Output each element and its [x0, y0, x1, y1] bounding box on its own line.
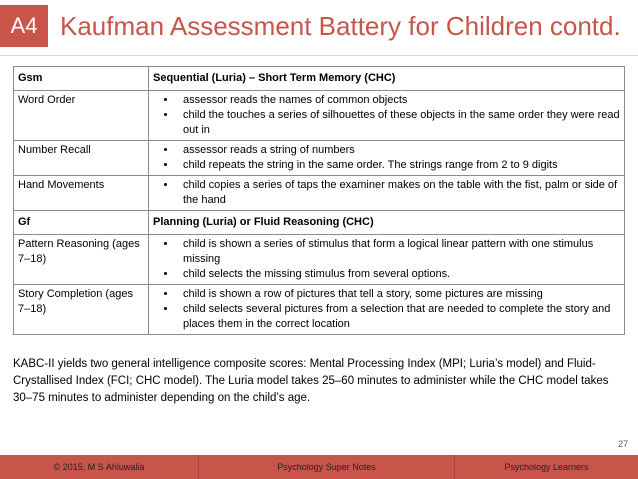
footer-publisher: Psychology Learners: [504, 462, 589, 472]
list-item: • child repeats the string in the same order. The strings range from 2 to 9 digits: [177, 158, 620, 173]
subtest-description: [149, 141, 625, 176]
list-item: • child copies a series of taps the examiner makes on the table with the fist, palm or side of the hand: [177, 178, 620, 208]
list-item: • child the touches a series of silhouettes of these objects in the same order they were read out in: [177, 108, 620, 138]
subtest-description: [149, 285, 625, 335]
summary-paragraph: KABC-II yields two general intelligence composite scores: Mental Processing Index (MPI; Luria’s model) and Fluid-Crystallised Index (FCI; CHC model). The Luria model takes 25–60 minutes to administer while the CHC model takes 30–75 minutes to administer depending on the child’s age.: [13, 358, 609, 404]
list-item: • child selects several pictures from a selection that are needed to complete the story and places them in the correct location: [177, 302, 620, 332]
section-heading-row: [14, 67, 625, 91]
section-title: Sequential (Luria) – Short Term Memory (CHC): [149, 67, 625, 91]
section-code: Gsm: [14, 67, 149, 91]
section-heading-row: [14, 211, 625, 235]
title-divider: [0, 55, 638, 56]
subtest-name: Word Order: [14, 91, 149, 141]
subtest-description: [149, 176, 625, 211]
footer-title: Psychology Super Notes: [277, 462, 376, 472]
list-item: • assessor reads the names of common objects: [177, 93, 620, 108]
section-code: Gf: [14, 211, 149, 235]
slide-code-badge: A4: [0, 5, 48, 47]
subtest-name: Number Recall: [14, 141, 149, 176]
list-item: • child is shown a row of pictures that tell a story, some pictures are missing: [177, 287, 620, 302]
page-number: 27: [617, 439, 628, 449]
subtest-name: Pattern Reasoning (ages 7–18): [14, 235, 149, 285]
subtest-description: [149, 235, 625, 285]
table-row: [14, 235, 625, 285]
footer-bar: [0, 455, 638, 479]
subtest-name: Hand Movements: [14, 176, 149, 211]
page-title: Kaufman Assessment Battery for Children contd.: [60, 11, 621, 41]
table-row: [14, 91, 625, 141]
table-row: [14, 141, 625, 176]
table-row: [14, 176, 625, 211]
subtest-name: Story Completion (ages 7–18): [14, 285, 149, 335]
section-title: Planning (Luria) or Fluid Reasoning (CHC): [149, 211, 625, 235]
subtest-description: [149, 91, 625, 141]
table-row: [14, 285, 625, 335]
list-item: • child selects the missing stimulus from several options.: [177, 267, 620, 282]
subtest-table: [13, 66, 625, 335]
list-item: • child is shown a series of stimulus that form a logical linear pattern with one stimulus missing: [177, 237, 620, 267]
title-bar: [0, 0, 638, 52]
footer-copyright: © 2015, M S Ahluwalia: [53, 462, 145, 472]
list-item: • assessor reads a string of numbers: [177, 143, 620, 158]
